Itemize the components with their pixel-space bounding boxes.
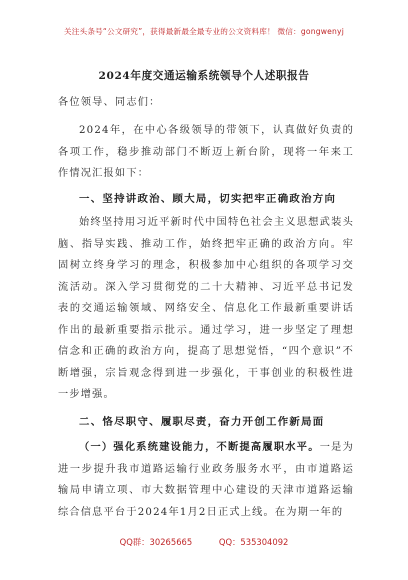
section-heading-2: 二、恪尽职守、履职尽责，奋力开创工作新局面 [79, 416, 325, 428]
paragraph-duties [58, 437, 354, 523]
footer-qq: QQ：535304092 [218, 537, 289, 547]
header-promo-note: 关注头条号“公文研究”，获得最新最全最专业的公文资料库！ 微信：gongwenyj [63, 27, 345, 36]
salutation: 各位领导、同志们： [58, 97, 161, 108]
document-title: 2024年度交通运输系统领导个人述职报告 [98, 70, 310, 82]
paragraph-intro: 2024年，在中心各级领导的带领下，认真做好负责的各项工作，稳步推动部门不断迈上新台阶，现将一年来工作情况汇报如下： [58, 125, 354, 179]
paragraph-duties-text: 一是为进一步提升我市道路运输行业政务服务水平，由市道路运输局申请立项、市大数据管理中心建设的天津市道路运输综合信息平台于2024年1月2日正式上线。在为期一年的 [58, 442, 354, 518]
footer-qq-group: QQ群：30265665 [119, 537, 193, 547]
section-heading-1: 一、坚持讲政治、顾大局，切实把牢正确政治方向 [79, 193, 337, 205]
subsection-heading-1: （一）强化系统建设能力，不断提高履职水平。 [79, 441, 320, 453]
footer-contact [0, 536, 408, 548]
paragraph-political: 始终坚持用习近平新时代中国特色社会主义思想武装头脑、指导实践、推动工作，始终把牢正确的政治方向。牢固树立终身学习的理念，积极参加中心组织的各项学习交流活动。深入学习贯彻党的二十大精神、习近平总书记发表的交通运输领域、网络安全、信息化工作最新重要讲话作出的最新重要指示批示。通过学习，进一步坚定了理想信念和正确的政治方向，提高了思想觉悟，“四个意识”不断增强，宗旨观念得到进一步强化，干事创业的积极性进一步增强。 [58, 217, 354, 400]
